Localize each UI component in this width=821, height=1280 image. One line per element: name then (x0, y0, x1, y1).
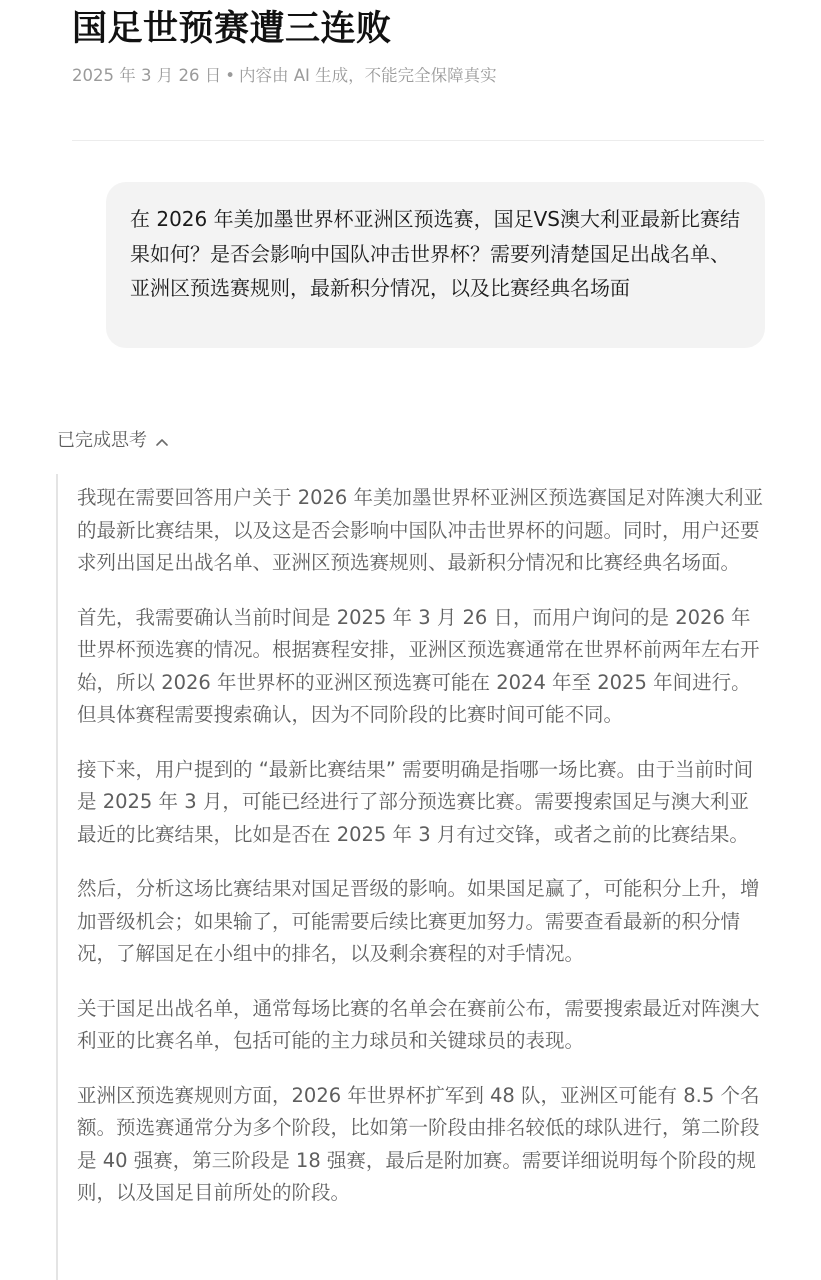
article-meta (72, 64, 497, 88)
thinking-paragraph: 我现在需要回答用户关于 2026 年美加墨世界杯亚洲区预选赛国足对阵澳大利亚的最新比赛结果，以及这是否会影响中国队冲击世界杯的问题。同时，用户还要求列出国足出战名单、亚洲区预选赛规则、最新积分情况和比赛经典名场面。 (77, 486, 764, 574)
thinking-paragraph: 接下来，用户提到的 “最新比赛结果” 需要明确是指哪一场比赛。由于当前时间是 2025 年 3 月，可能已经进行了部分预选赛比赛。需要搜索国足与澳大利亚最近的比赛结果，比如是否在 2025 年 3 月有过交锋，或者之前的比赛结果。 (77, 757, 754, 846)
thinking-toggle-label: 已完成思考 (57, 430, 147, 451)
thinking-content (56, 474, 766, 1280)
header-divider (72, 140, 764, 141)
publish-date: 2025 年 3 月 26 日 (72, 66, 222, 85)
thinking-toggle[interactable] (57, 427, 169, 455)
ai-disclaimer: 内容由 AI 生成，不能完全保障真实 (238, 66, 497, 85)
page-title: 国足世预赛遭三连败 (72, 9, 392, 49)
user-message-bubble (106, 182, 765, 348)
thinking-paragraph: 关于国足出战名单，通常每场比赛的名单会在赛前公布，需要搜索最近对阵澳大利亚的比赛名单，包括可能的主力球员和关键球员的表现。 (77, 996, 760, 1052)
thinking-paragraph: 亚洲区预选赛规则方面，2026 年世界杯扩军到 48 队，亚洲区可能有 8.5 个名额。预选赛通常分为多个阶段，比如第一阶段由排名较低的球队进行，第二阶段是 40 强赛，第三阶段是 18 强赛，最后是附加赛。需要详细说明每个阶段的规则，以及国足目前所处的阶段。 (77, 1083, 760, 1204)
chevron-up-icon (155, 435, 169, 449)
thinking-paragraph: 首先，我需要确认当前时间是 2025 年 3 月 26 日，而用户询问的是 2026 年世界杯预选赛的情况。根据赛程安排，亚洲区预选赛通常在世界杯前两年左右开始，所以 2026 年世界杯的亚洲区预选赛可能在 2024 年至 2025 年间进行。但具体赛程需要搜索确认，因为不同阶段的比赛时间可能不同。 (77, 605, 760, 726)
meta-separator: • (225, 66, 235, 85)
thinking-paragraph: 然后，分析这场比赛结果对国足晋级的影响。如果国足赢了，可能积分上升，增加晋级机会；如果输了，可能需要后续比赛更加努力。需要查看最新的积分情况，了解国足在小组中的排名，以及剩余赛程的对手情况。 (77, 877, 760, 965)
user-message-text: 在 2026 年美加墨世界杯亚洲区预选赛，国足VS澳大利亚最新比赛结果如何？是否会影响中国队冲击世界杯？需要列清楚国足出战名单、亚洲区预选赛规则，最新积分情况，以及比赛经典名场面 (130, 207, 740, 300)
